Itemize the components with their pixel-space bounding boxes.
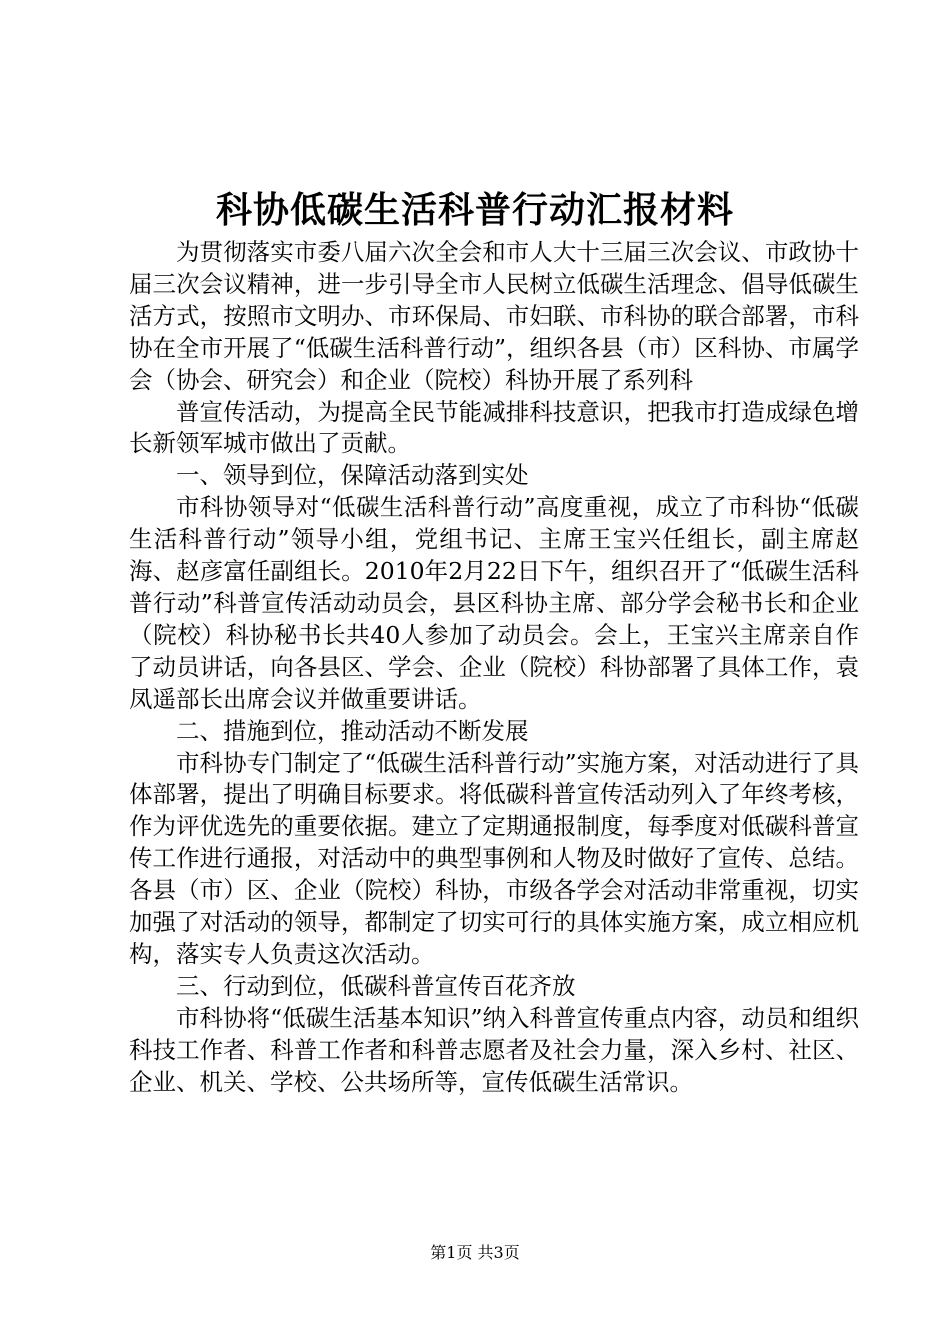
paragraph-intro-continued: 普宣传活动，为提高全民节能减排科技意识，把我市打造成绿色增长新领军城市做出了贡献。 — [129, 397, 859, 458]
section-heading-3: 三、行动到位，低碳科普宣传百花齐放 — [176, 971, 576, 1000]
paragraph-section-2: 市科协专门制定了“低碳生活科普行动”实施方案，对活动进行了具体部署，提出了明确目标要求。将低碳科普宣传活动列入了年终考核，作为评优选先的重要依据。建立了定期通报制度，每季度对低碳科普宣传工作进行通报，对活动中的典型事例和人物及时做好了宣传、总结。各县（市）区、企业（院校）科协，市级各学会对活动非常重视，切实加强了对活动的领导，都制定了切实可行的具体实施方案，成立相应机构，落实专人负责这次活动。 — [129, 748, 859, 968]
document-body — [129, 237, 859, 1098]
paragraph-section-3: 市科协将“低碳生活基本知识”纳入科普宣传重点内容，动员和组织科技工作者、科普工作者和科普志愿者及社会力量，深入乡村、社区、企业、机关、学校、公共场所等，宣传低碳生活常识。 — [129, 1003, 859, 1096]
document-title: 科协低碳生活科普行动汇报材料 — [215, 189, 734, 231]
section-heading-1: 一、领导到位，保障活动落到实处 — [176, 461, 529, 490]
page-footer: 第1页 共3页 — [430, 1243, 520, 1262]
section-heading-2: 二、措施到位，推动活动不断发展 — [176, 716, 529, 745]
paragraph-intro: 为贯彻落实市委八届六次全会和市人大十三届三次会议、市政协十届三次会议精神，进一步引导全市人民树立低碳生活理念、倡导低碳生活方式，按照市文明办、市环保局、市妇联、市科协的联合部署，市科协在全市开展了“低碳生活科普行动”，组织各县（市）区科协、市属学会（协会、研究会）和企业（院校）科协开展了系列科 — [129, 238, 859, 394]
paragraph-section-1: 市科协领导对“低碳生活科普行动”高度重视，成立了市科协“低碳生活科普行动”领导小组，党组书记、主席王宝兴任组长，副主席赵海、赵彦富任副组长。2010年2月22日下午，组织召开了“低碳生活科普行动”科普宣传活动动员会，县区科协主席、部分学会秘书长和企业（院校）科协秘书长共40人参加了动员会。会上，王宝兴主席亲自作了动员讲话，向各县区、学会、企业（院校）科协部署了具体工作，袁凤遥部长出席会议并做重要讲话。 — [129, 493, 859, 713]
